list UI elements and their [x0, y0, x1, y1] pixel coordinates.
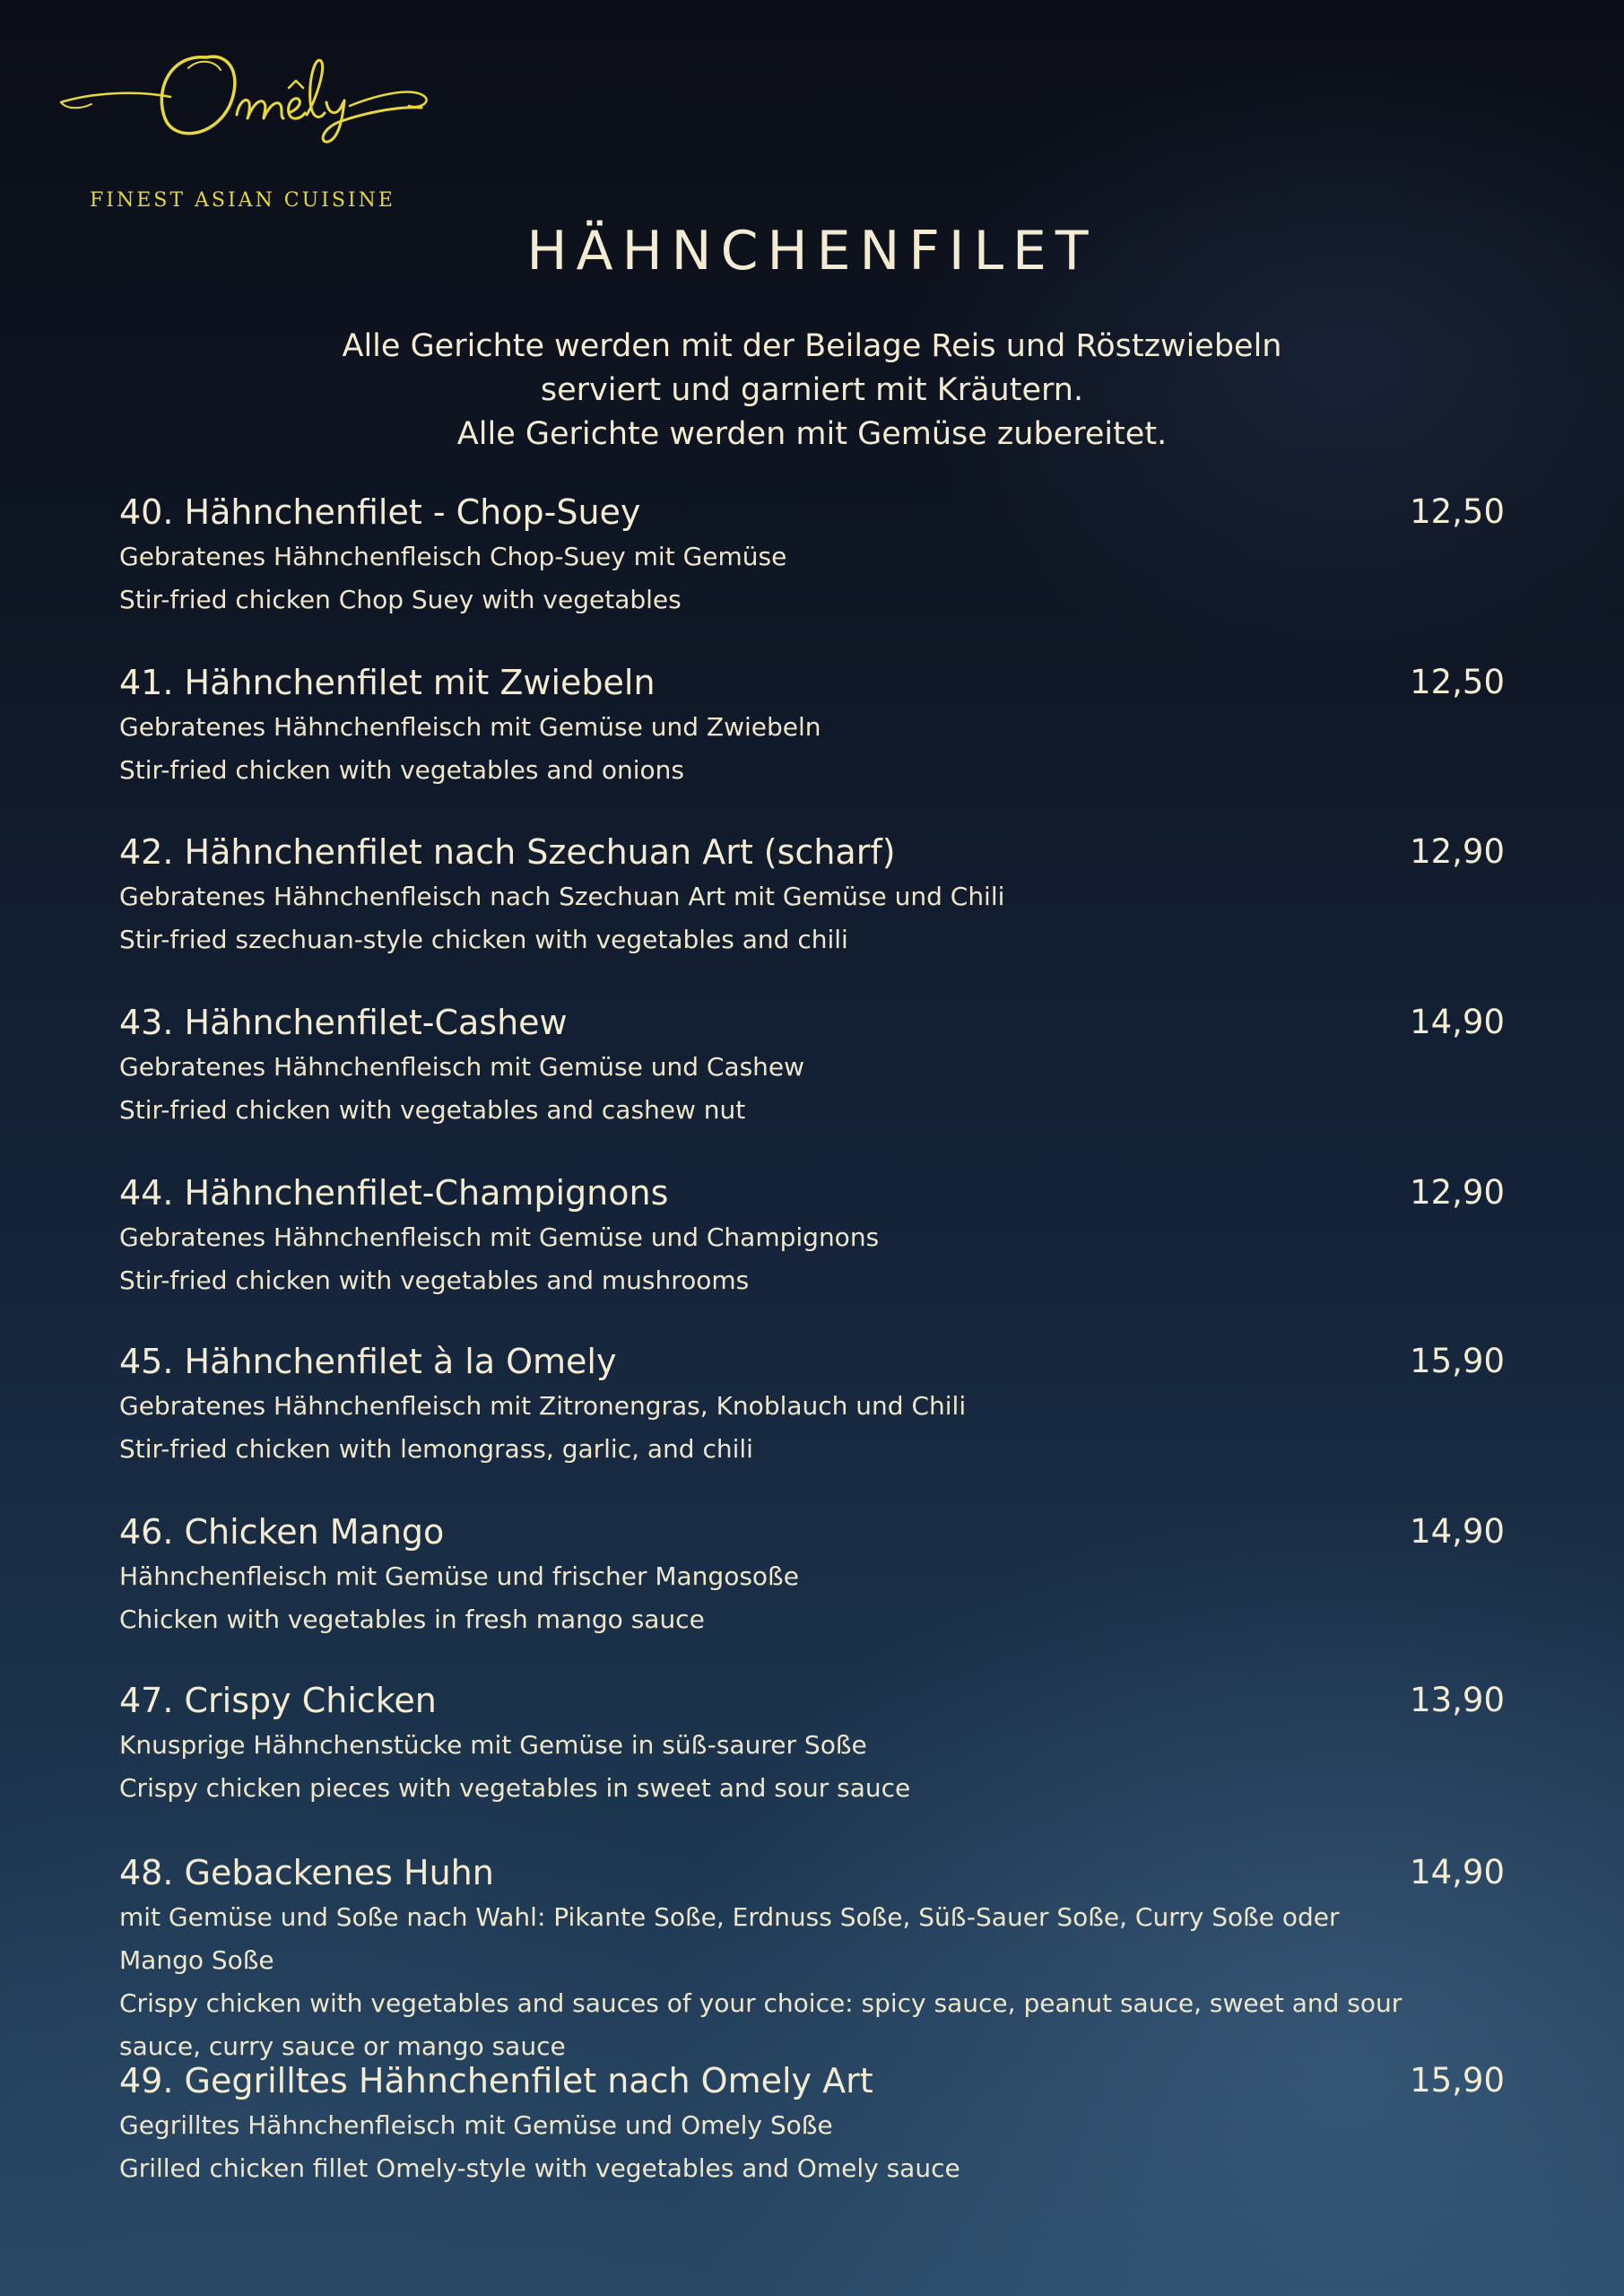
- menu-item-desc-en: Stir-fried chicken Chop Suey with vegetables: [119, 585, 682, 614]
- menu-item: [119, 1170, 1505, 1302]
- menu-item-desc-en: Stir-fried chicken with vegetables and mushrooms: [119, 1265, 750, 1295]
- menu-item-desc-de: Gebratenes Hähnchenfleisch Chop-Suey mit Gemüse: [119, 542, 787, 571]
- menu-item-name: 49. Gegrilltes Hähnchenfilet nach Omely Art: [119, 2061, 873, 2100]
- logo-tagline: FINEST ASIAN CUISINE: [90, 189, 395, 212]
- menu-item-price: 12,90: [1410, 1173, 1505, 1212]
- menu-item-name: 47. Crispy Chicken: [119, 1681, 437, 1720]
- menu-item-desc-en: Grilled chicken fillet Omely-style with vegetables and Omely sauce: [119, 2153, 960, 2183]
- menu-item-price: 15,90: [1410, 2061, 1505, 2100]
- menu-item-desc-en: Crispy chicken with vegetables and sauces of your choice: spicy sauce, peanut sauce, sweet and sour sauce, curry sauce or mango sauce: [119, 1988, 1403, 2061]
- menu-item-desc-en: Crispy chicken pieces with vegetables in sweet and sour sauce: [119, 1773, 911, 1803]
- menu-item: [119, 489, 1505, 622]
- omely-script-logo: [54, 32, 430, 149]
- menu-item: [119, 1849, 1505, 2068]
- menu-item-desc-de: Gebratenes Hähnchenfleisch nach Szechuan Art mit Gemüse und Chili: [119, 882, 1005, 911]
- menu-item-desc-de: Gebratenes Hähnchenfleisch mit Gemüse und Cashew: [119, 1052, 805, 1082]
- menu-item-desc-en: Stir-fried szechuan-style chicken with vegetables and chili: [119, 925, 848, 954]
- menu-item-name: 40. Hähnchenfilet - Chop-Suey: [119, 492, 641, 532]
- menu-item-desc-de: Gebratenes Hähnchenfleisch mit Gemüse und Zwiebeln: [119, 712, 821, 742]
- menu-item-desc-en: Stir-fried chicken with vegetables and onions: [119, 755, 685, 785]
- menu-item-desc-en: Stir-fried chicken with vegetables and cashew nut: [119, 1095, 746, 1125]
- menu-item-desc-de: Gebratenes Hähnchenfleisch mit Zitronengras, Knoblauch und Chili: [119, 1391, 967, 1421]
- section-title: HÄHNCHENFILET: [526, 220, 1098, 283]
- menu-item-price: 15,90: [1410, 1342, 1505, 1380]
- menu-item-desc-de: Knusprige Hähnchenstücke mit Gemüse in süß-saurer Soße: [119, 1730, 867, 1760]
- menu-item: [119, 1677, 1505, 1810]
- intro-line: serviert und garniert mit Kräutern.: [540, 372, 1084, 408]
- menu-item-price: 12,50: [1410, 492, 1505, 531]
- menu-item-name: 45. Hähnchenfilet à la Omely: [119, 1342, 617, 1381]
- menu-item-desc-de: mit Gemüse und Soße nach Wahl: Pikante Soße, Erdnuss Soße, Süß-Sauer Soße, Curry Soße oder Mango Soße: [119, 1902, 1340, 1975]
- menu-item-name: 42. Hähnchenfilet nach Szechuan Art (scharf): [119, 832, 896, 872]
- menu-item: [119, 1338, 1505, 1471]
- menu-item: [119, 2057, 1505, 2190]
- menu-item-price: 14,90: [1410, 1512, 1505, 1551]
- menu-item-name: 44. Hähnchenfilet-Champignons: [119, 1173, 669, 1213]
- menu-item: [119, 999, 1505, 1132]
- menu-item-price: 13,90: [1410, 1681, 1505, 1719]
- menu-item-name: 46. Chicken Mango: [119, 1512, 445, 1552]
- menu-item-name: 43. Hähnchenfilet-Cashew: [119, 1003, 568, 1042]
- menu-item-name: 41. Hähnchenfilet mit Zwiebeln: [119, 663, 656, 702]
- menu-item-price: 14,90: [1410, 1853, 1505, 1892]
- menu-item-name: 48. Gebackenes Huhn: [119, 1853, 494, 1892]
- menu-item: [119, 659, 1505, 792]
- menu-item: [119, 829, 1505, 961]
- restaurant-logo: [54, 32, 430, 212]
- menu-item-price: 14,90: [1410, 1003, 1505, 1041]
- menu-item-desc-en: Chicken with vegetables in fresh mango sauce: [119, 1605, 705, 1634]
- menu-item-desc-de: Gegrilltes Hähnchenfleisch mit Gemüse und Omely Soße: [119, 2110, 833, 2140]
- menu-item-desc-de: Hähnchenfleisch mit Gemüse und frischer Mangosoße: [119, 1561, 799, 1591]
- menu-item-desc-de: Gebratenes Hähnchenfleisch mit Gemüse und Champignons: [119, 1222, 880, 1252]
- intro-line: Alle Gerichte werden mit der Beilage Reis und Röstzwiebeln: [342, 328, 1282, 364]
- section-intro: [0, 325, 1624, 457]
- menu-item-price: 12,90: [1410, 832, 1505, 871]
- menu-item: [119, 1509, 1505, 1641]
- menu-item-price: 12,50: [1410, 663, 1505, 701]
- menu-item-desc-en: Stir-fried chicken with lemongrass, garlic, and chili: [119, 1434, 753, 1464]
- intro-line: Alle Gerichte werden mit Gemüse zubereitet.: [456, 416, 1168, 452]
